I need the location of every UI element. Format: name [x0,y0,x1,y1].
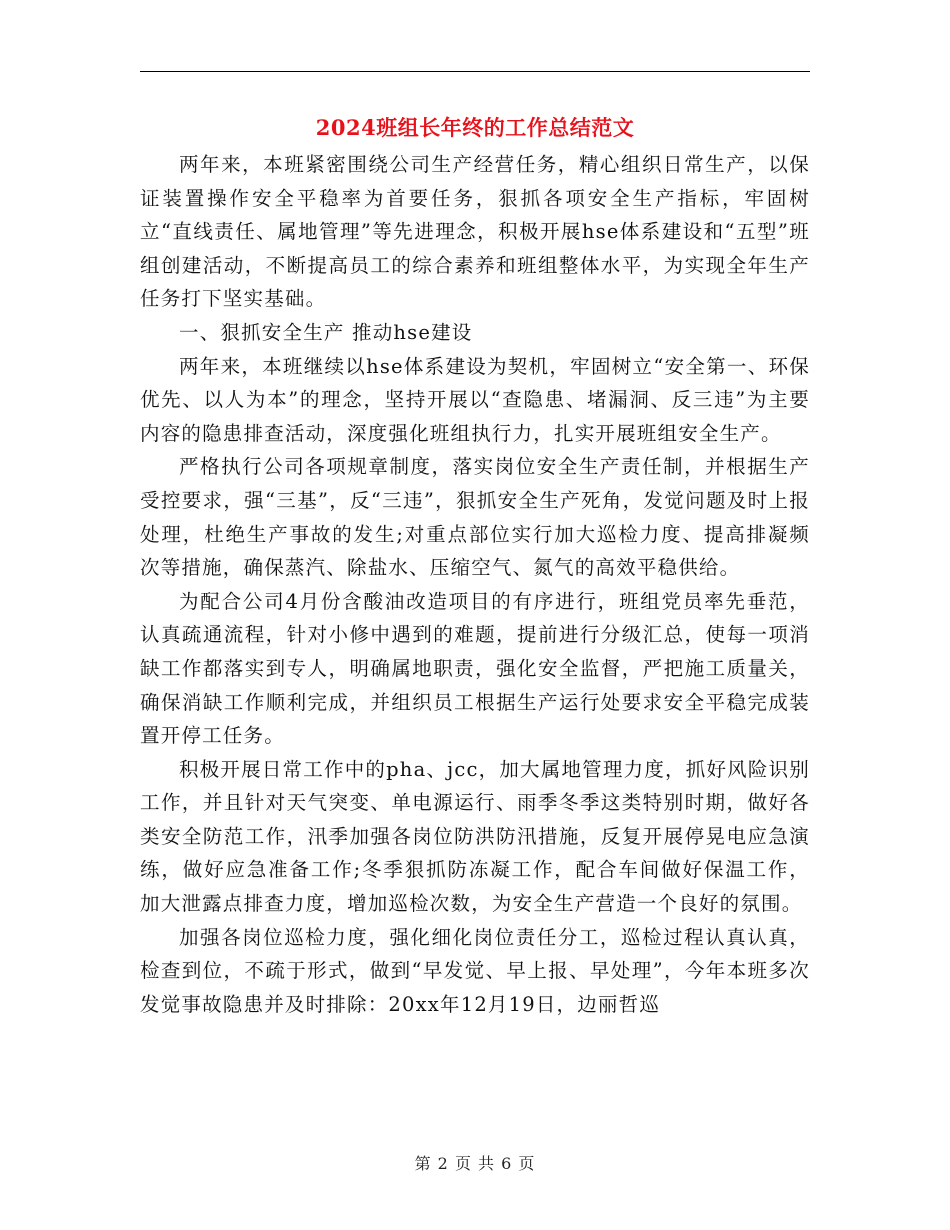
document-title: 2024班组长年终的工作总结范文 [315,115,635,140]
document-body [140,148,810,1021]
page-number: 第 2 页 共 6 页 [414,1154,536,1173]
paragraph-regulations: 严格执行公司各项规章制度，落实岗位安全生产责任制，并根据生产受控要求，强“三基”，反“三违”，狠抓安全生产死角，发觉问题及时上报处理，杜绝生产事故的发生;对重点部位实行加大巡检力度、提高排凝频次等措施，确保蒸汽、除盐水、压缩空气、氮气的高效平稳供给。 [140,455,810,580]
paragraph-intro: 两年来，本班紧密围绕公司生产经营任务，精心组织日常生产，以保证装置操作安全平稳率为首要任务，狠抓各项安全生产指标，牢固树立“直线责任、属地管理”等先进理念，积极开展hse体系建设和“五型”班组创建活动，不断提高员工的综合素养和班组整体水平，为实现全年生产任务打下坚实基础。 [140,153,810,311]
paragraph-hse: 两年来，本班继续以hse体系建设为契机，牢固树立“安全第一、环保优先、以人为本”的理念，坚持开展以“查隐患、堵漏洞、反三违”为主要内容的隐患排查活动，深度强化班组执行力，扎实开展班组安全生产。 [140,354,810,445]
paragraph-renovation: 为配合公司4月份含酸油改造项目的有序进行，班组党员率先垂范，认真疏通流程，针对小修中遇到的难题，提前进行分级汇总，使每一项消缺工作都落实到专人，明确属地职责，强化安全监督，严把施工质量关，确保消缺工作顺利完成，并组织员工根据生产运行处要求安全平稳完成装置开停工任务。 [140,589,810,748]
section-heading-1: 一、狠抓安全生产 推动hse建设 [179,320,473,344]
paragraph-inspection: 加强各岗位巡检力度，强化细化岗位责任分工，巡检过程认真认真，检查到位，不疏于形式，做到“早发觉、早上报、早处理”，今年本班多次发觉事故隐患并及时排除：20xx年12月19日，边丽哲巡 [140,925,810,1016]
header-rule [140,71,810,72]
paragraph-risk: 积极开展日常工作中的pha、jcc，加大属地管理力度，抓好风险识别工作，并且针对天气突变、单电源运行、雨季冬季这类特别时期，做好各类安全防范工作，汛季加强各岗位防洪防汛措施，反复开展停晃电应急演练，做好应急准备工作;冬季狠抓防冻凝工作，配合车间做好保温工作，加大泄露点排查力度，增加巡检次数，为安全生产营造一个良好的氛围。 [140,757,810,916]
